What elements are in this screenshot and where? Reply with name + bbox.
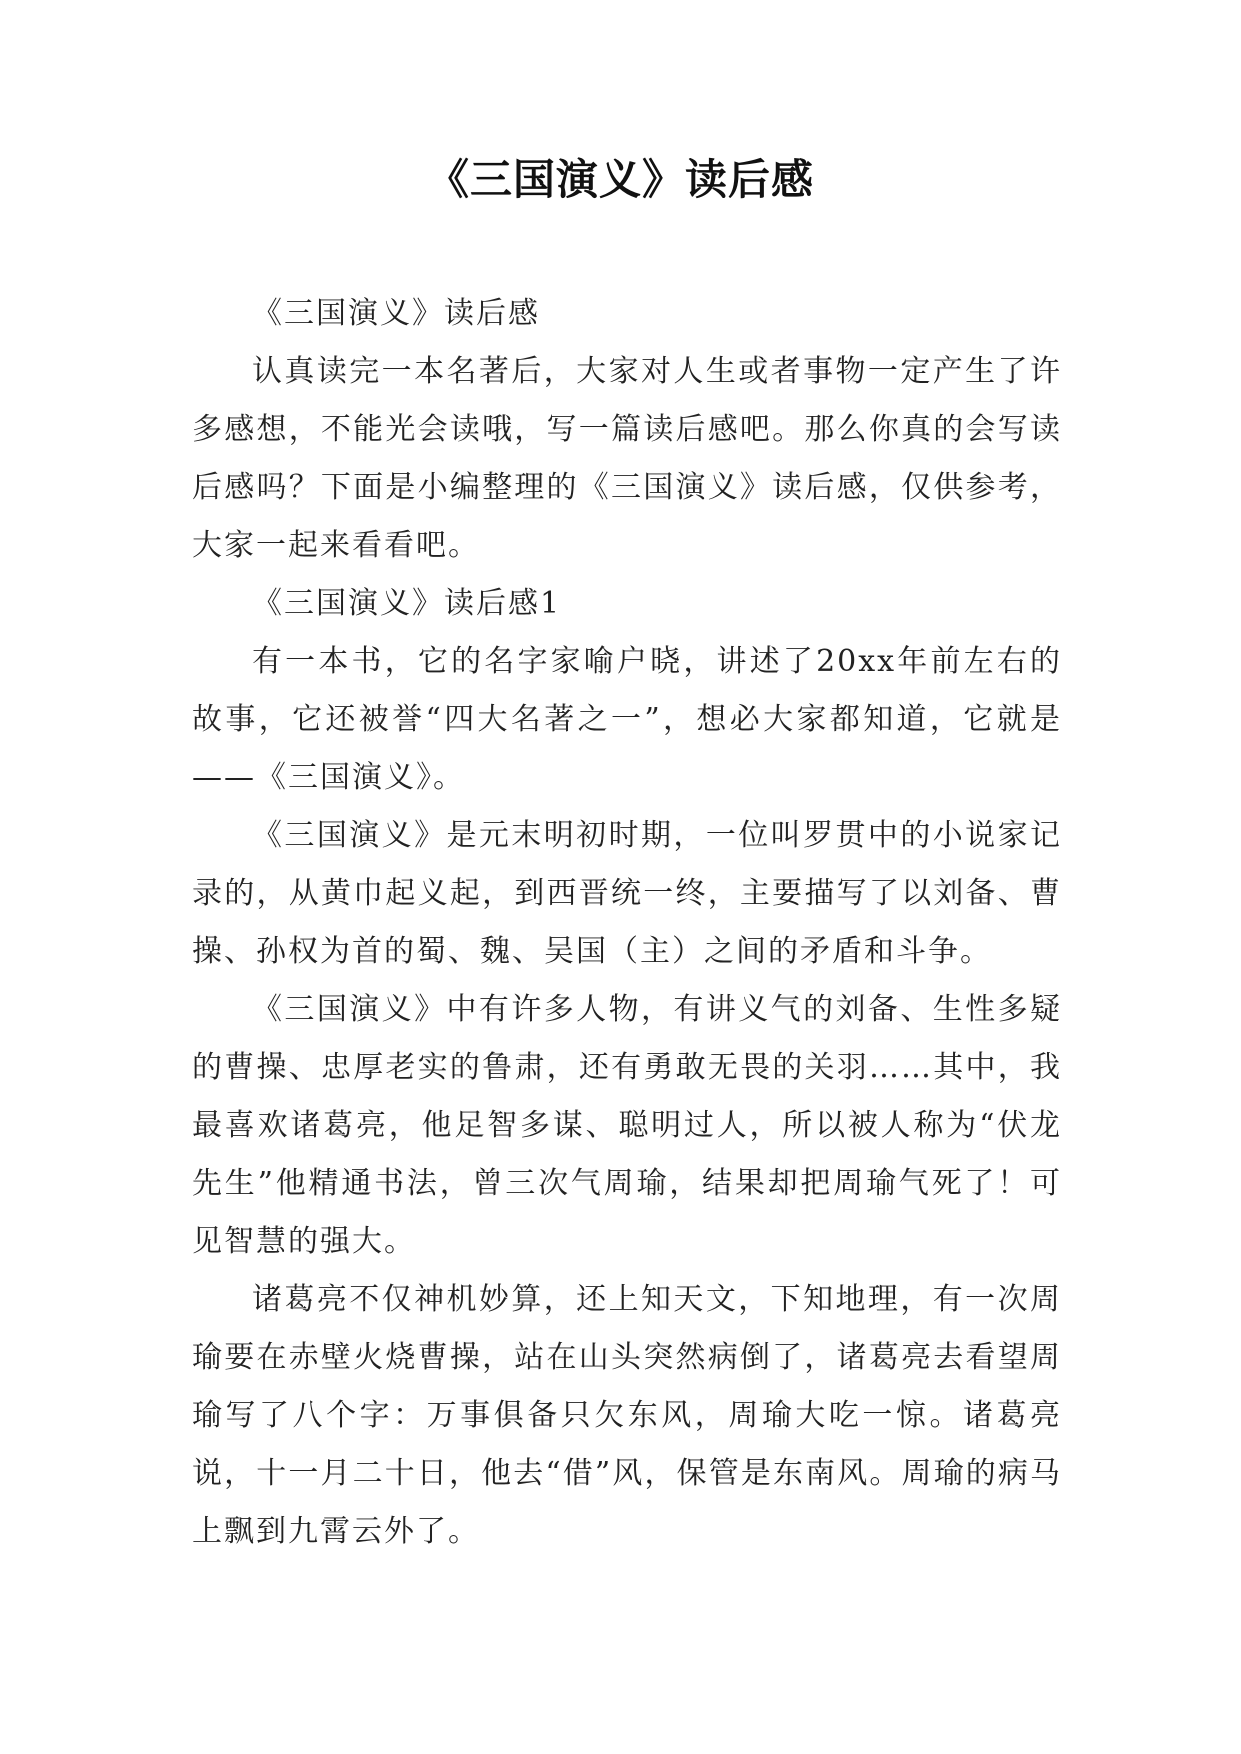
paragraph: 诸葛亮不仅神机妙算，还上知天文，下知地理，有一次周瑜要在赤壁火烧曹操，站在山头突然病倒了，诸葛亮去看望周瑜写了八个字：万事俱备只欠东风，周瑜大吃一惊。诸葛亮说，十一月二十日，他去“借”风，保管是东南风。周瑜的病马上飘到九霄云外了。 [192,1282,1062,1549]
paragraph-section-heading: 《三国演义》读后感1 [252,586,562,621]
document-title: 《三国演义》读后感 [426,155,814,204]
paragraph-intro: 认真读完一本名著后，大家对人生或者事物一定产生了许多感想，不能光会读哦，写一篇读后感吧。那么你真的会写读后感吗？下面是小编整理的《三国演义》读后感，仅供参考，大家一起来看看吧。 [192,354,1062,563]
paragraph: 《三国演义》是元末明初时期，一位叫罗贯中的小说家记录的，从黄巾起义起，到西晋统一终，主要描写了以刘备、曹操、孙权为首的蜀、魏、吴国（主）之间的矛盾和斗争。 [192,818,1062,969]
paragraph: 有一本书，它的名字家喻户晓，讲述了20xx年前左右的故事，它还被誉“四大名著之一”，想必大家都知道，它就是——《三国演义》。 [192,644,1062,795]
document-body [192,285,1062,1561]
paragraph: 《三国演义》中有许多人物，有讲义气的刘备、生性多疑的曹操、忠厚老实的鲁肃，还有勇敢无畏的关羽……其中，我最喜欢诸葛亮，他足智多谋、聪明过人，所以被人称为“伏龙先生”他精通书法，曾三次气周瑜，结果却把周瑜气死了！可见智慧的强大。 [192,992,1062,1259]
paragraph-subtitle: 《三国演义》读后感 [252,296,540,331]
